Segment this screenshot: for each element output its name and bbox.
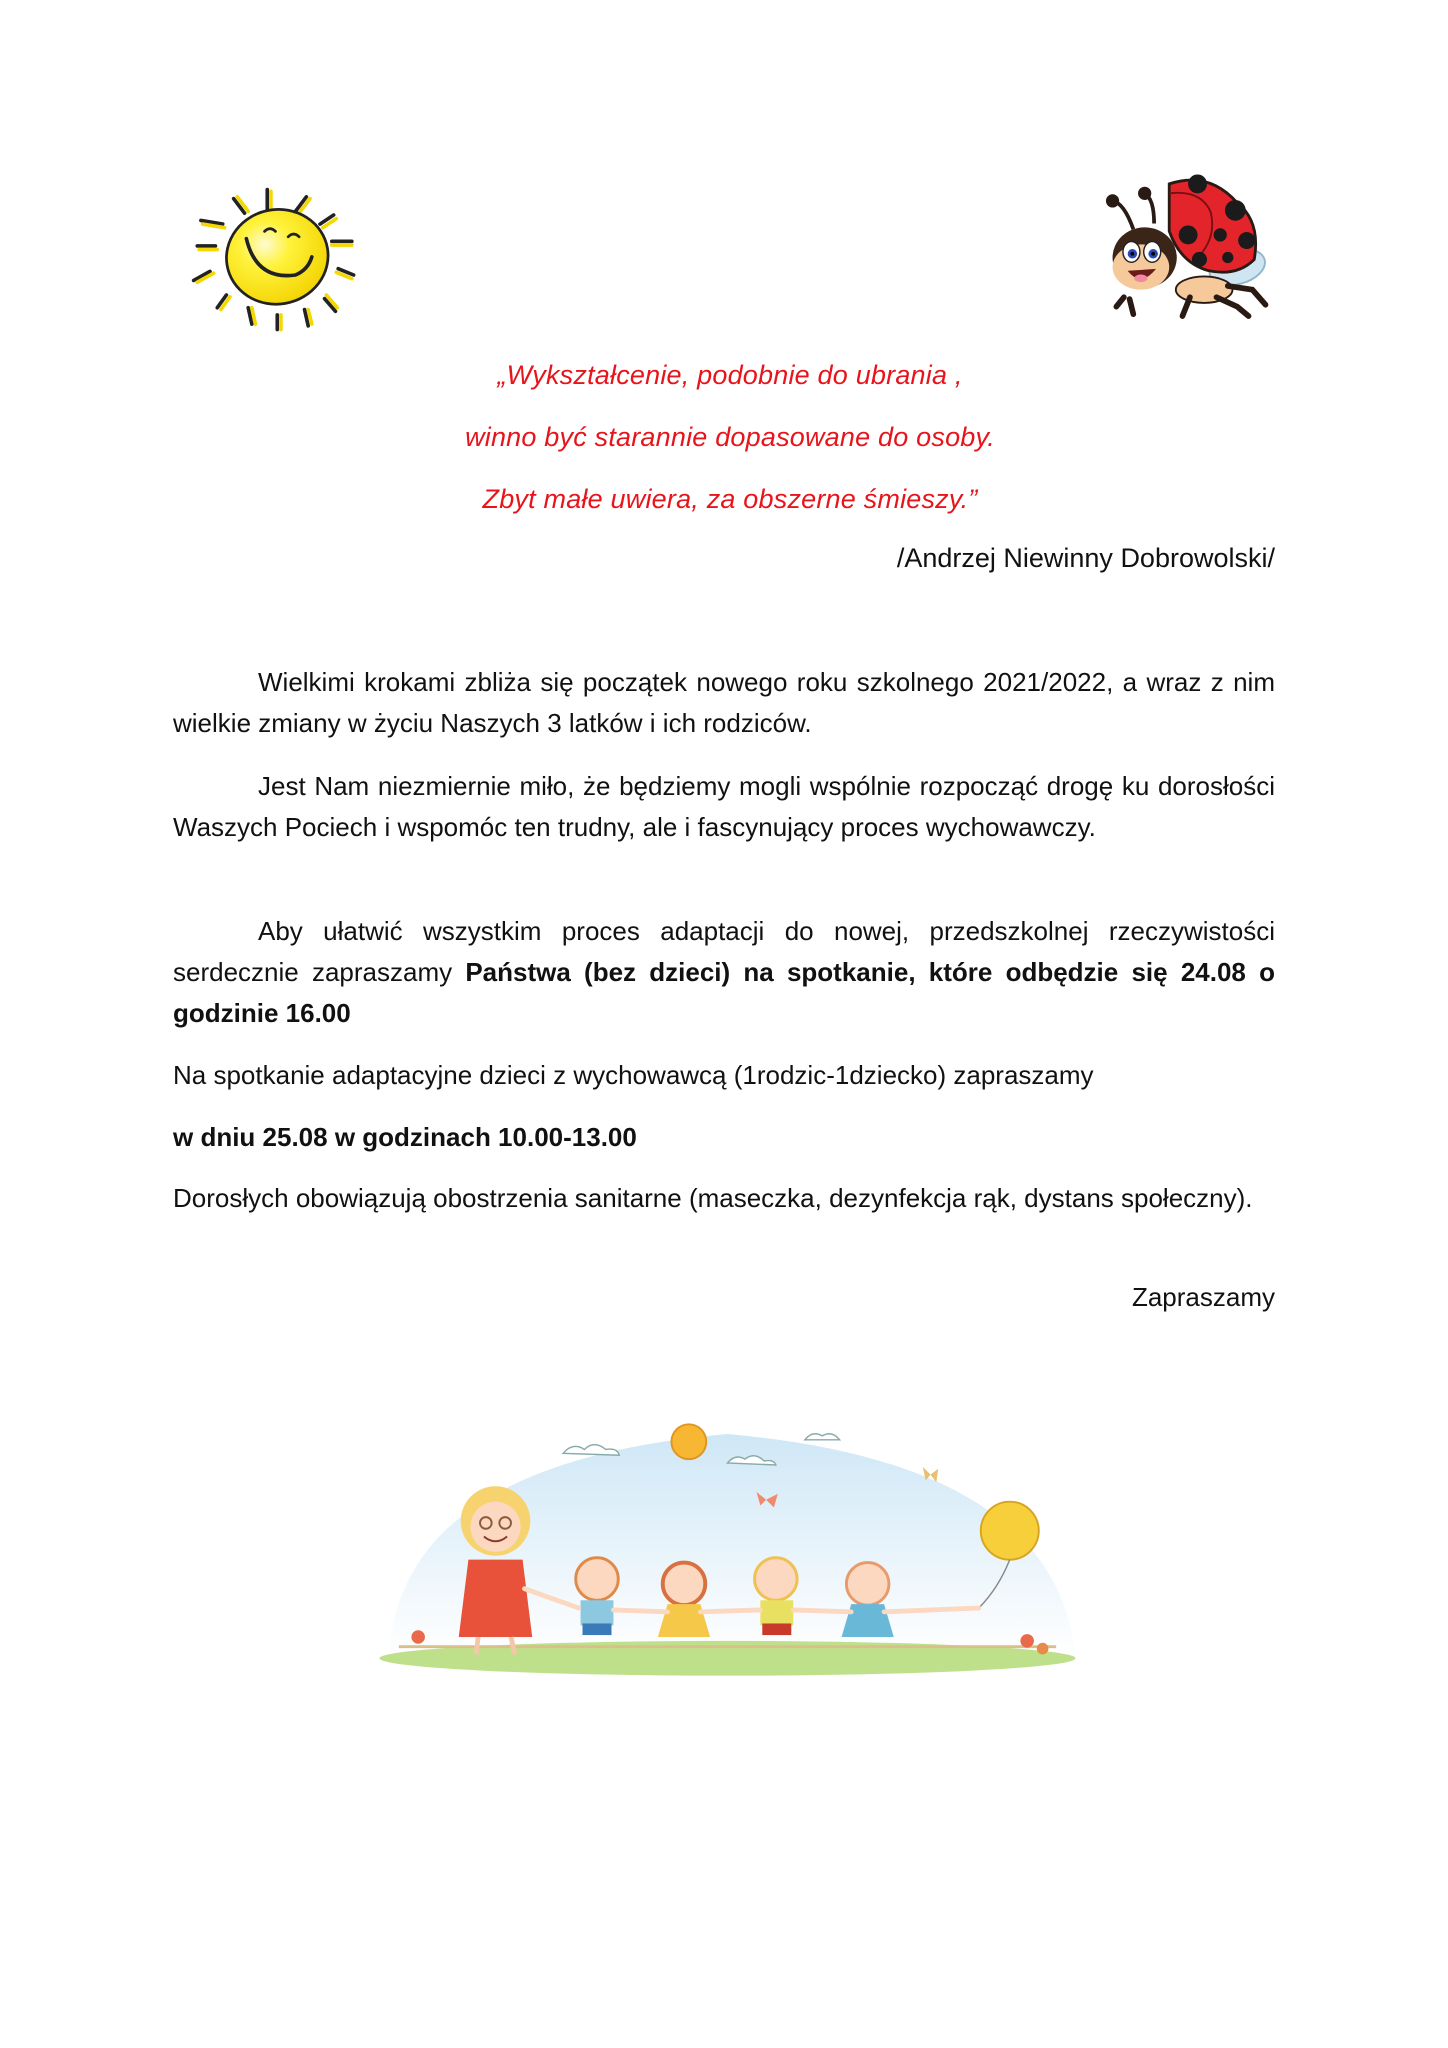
adaptation-meeting-text: Na spotkanie adaptacyjne dzieci z wychowawcą (1rodzic-1dziecko) zapraszamy xyxy=(173,1060,1094,1090)
closing-text: Zapraszamy xyxy=(1131,1282,1275,1312)
quote-line-3: Zbyt małe uwiera, za obszerne śmieszy.” xyxy=(482,484,978,514)
paragraph-adaptation-meeting xyxy=(173,1055,1275,1096)
quote-author: /Andrzej Niewinny Dobrowolski/ xyxy=(896,543,1275,573)
paragraph-intro xyxy=(173,662,1275,744)
quote-line-1: „Wykształcenie, podobnie do ubrania , xyxy=(497,360,963,390)
paragraph-sanitary-rules xyxy=(173,1178,1275,1219)
paragraph-meeting-invitation xyxy=(173,911,1275,1034)
paragraph-welcome-text: Jest Nam niezmiernie miło, że będziemy mogli wspólnie rozpocząć drogę ku dorosłości Waszych Pociech i wspomóc ten trudny, ale i fascynujący proces wychowawczy. xyxy=(173,771,1275,842)
teacher-children-illustration-icon xyxy=(355,1405,1100,1695)
adaptation-date-time: w dniu 25.08 w godzinach 10.00-13.00 xyxy=(173,1122,637,1152)
paragraph-welcome xyxy=(173,766,1275,848)
sanitary-rules-text: Dorosłych obowiązują obostrzenia sanitarne (maseczka, dezynfekcja rąk, dystans społeczny). xyxy=(173,1183,1253,1213)
meeting-date-time: Państwa (bez dzieci) na spotkanie, które odbędzie się 24.08 o godzinie 16.00 xyxy=(173,957,1275,1028)
quote-line-2: winno być starannie dopasowane do osoby. xyxy=(465,422,995,452)
meeting-invitation-text: Aby ułatwić wszystkim proces adaptacji do nowej, przedszkolnej rzeczywistości serdecznie zapraszamy xyxy=(173,916,1275,987)
ladybug-icon xyxy=(1095,165,1285,335)
paragraph-intro-text: Wielkimi krokami zbliża się początek nowego roku szkolnego 2021/2022, a wraz z nim wielkie zmiany w życiu Naszych 3 latków i ich rodziców. xyxy=(173,667,1275,738)
smiling-sun-icon xyxy=(170,170,370,340)
paragraph-adaptation-date xyxy=(173,1117,1275,1158)
